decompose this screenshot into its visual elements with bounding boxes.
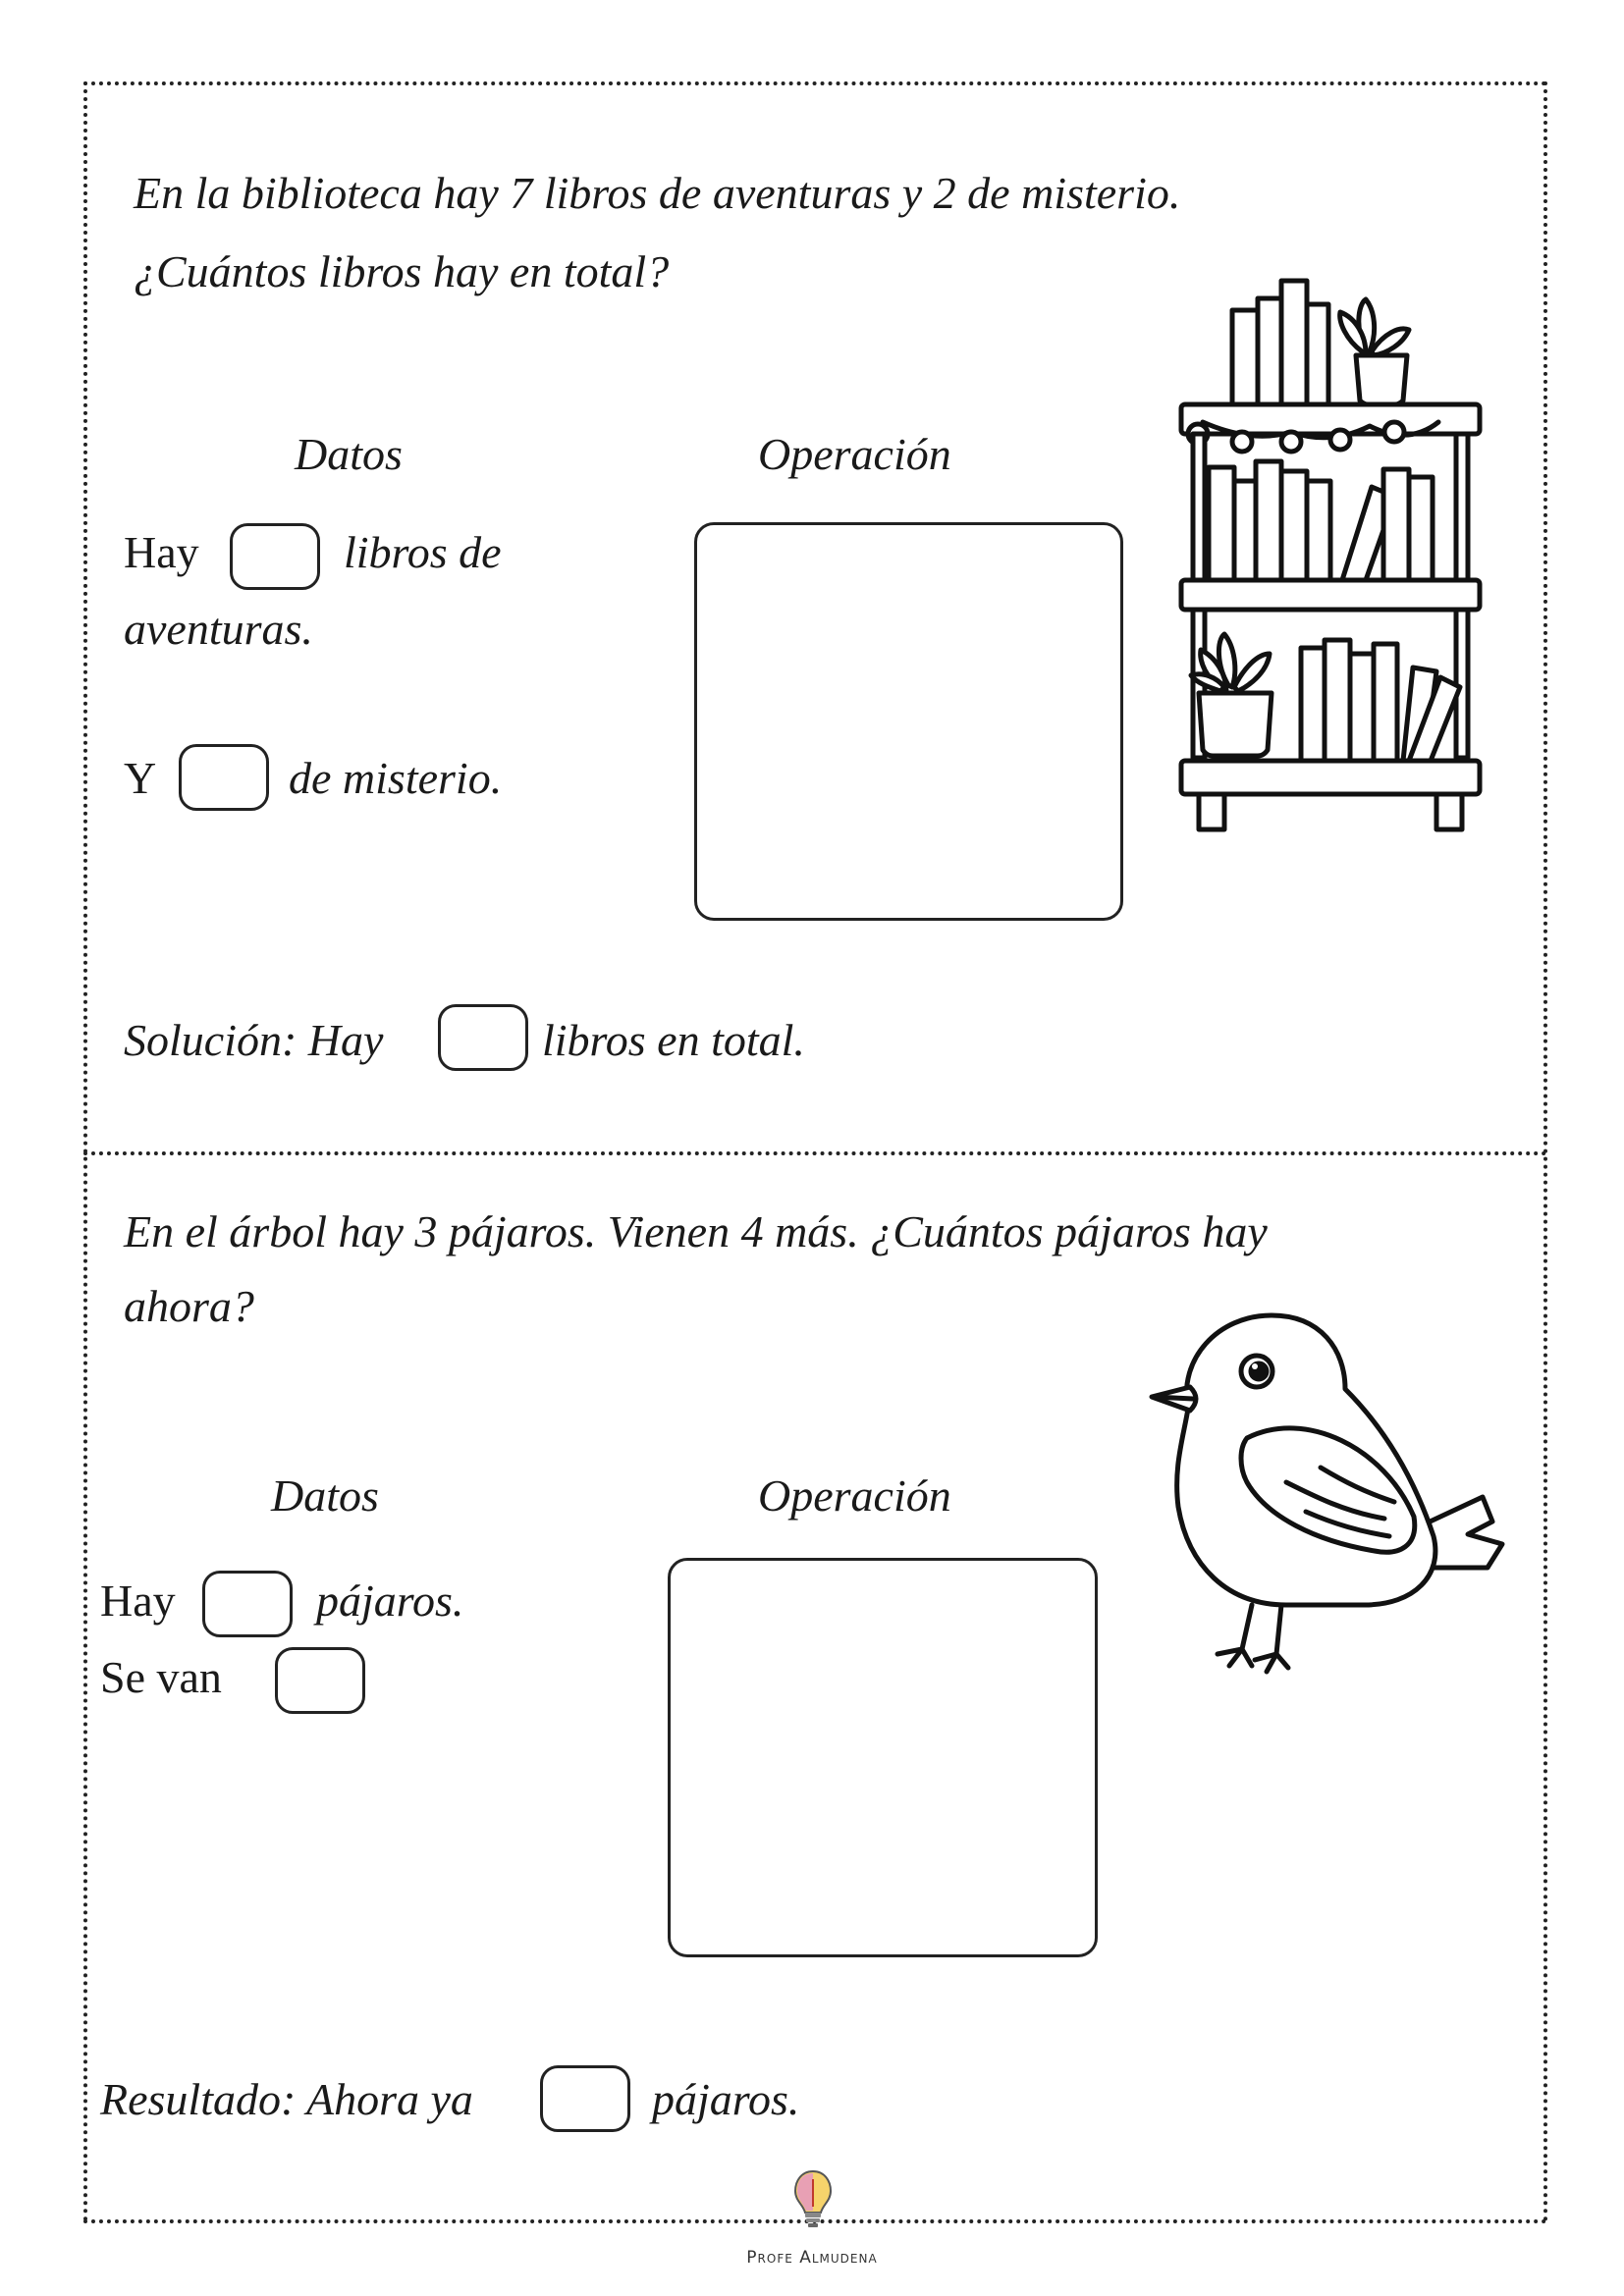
problem1-adventure-books-answer-box[interactable] (230, 523, 320, 590)
problem1-mystery-books-answer-box[interactable] (179, 744, 269, 811)
problem2-birds-leaving-answer-box[interactable] (275, 1647, 365, 1714)
problem2-statement-line2: ahora? (124, 1281, 254, 1331)
problem1-solution-prefix: Solución: Hay (124, 1015, 384, 1065)
problem2-operacion-heading: Operación (758, 1470, 951, 1521)
problem2-result-prefix: Resultado: Ahora ya (100, 2074, 473, 2124)
problem1-statement-line2: ¿Cuántos libros hay en total? (134, 246, 670, 296)
problem1-solution-suffix: libros en total. (542, 1015, 805, 1065)
problem2-datos-heading: Datos (271, 1470, 379, 1521)
problem2-result-answer-box[interactable] (540, 2065, 630, 2132)
problem2-statement-line1: En el árbol hay 3 pájaros. Vienen 4 más. ¿Cuántos pájaros hay (124, 1206, 1268, 1256)
section-divider (83, 1151, 1547, 1155)
problem1-line1-continuation: aventuras. (124, 604, 313, 654)
problem1-operacion-heading: Operación (758, 429, 951, 479)
problem1-total-answer-box[interactable] (438, 1004, 528, 1071)
problem1-line2-suffix: de misterio. (289, 753, 503, 803)
problem1-datos-heading: Datos (295, 429, 403, 479)
problem2-operation-box[interactable] (668, 1558, 1098, 1957)
problem1-statement-line1: En la biblioteca hay 7 libros de aventuras y 2 de misterio. (134, 168, 1181, 218)
problem2-birds-answer-box[interactable] (202, 1571, 293, 1637)
problem2-line1-suffix: pájaros. (316, 1575, 464, 1626)
bookshelf-icon (1173, 275, 1488, 844)
brand-signature: Profe Almudena (746, 2248, 878, 2268)
problem2-line2-prefix: Se van (100, 1652, 222, 1702)
lightbulb-brain-icon (793, 2169, 833, 2230)
problem1-line1-suffix: libros de (344, 527, 502, 577)
problem1-line1-prefix: Hay (124, 527, 199, 577)
bird-icon (1149, 1310, 1512, 1674)
problem1-operation-box[interactable] (694, 522, 1123, 921)
problem2-result-suffix: pájaros. (652, 2074, 800, 2124)
problem1-line2-prefix: Y (124, 753, 157, 803)
problem2-line1-prefix: Hay (100, 1575, 176, 1626)
